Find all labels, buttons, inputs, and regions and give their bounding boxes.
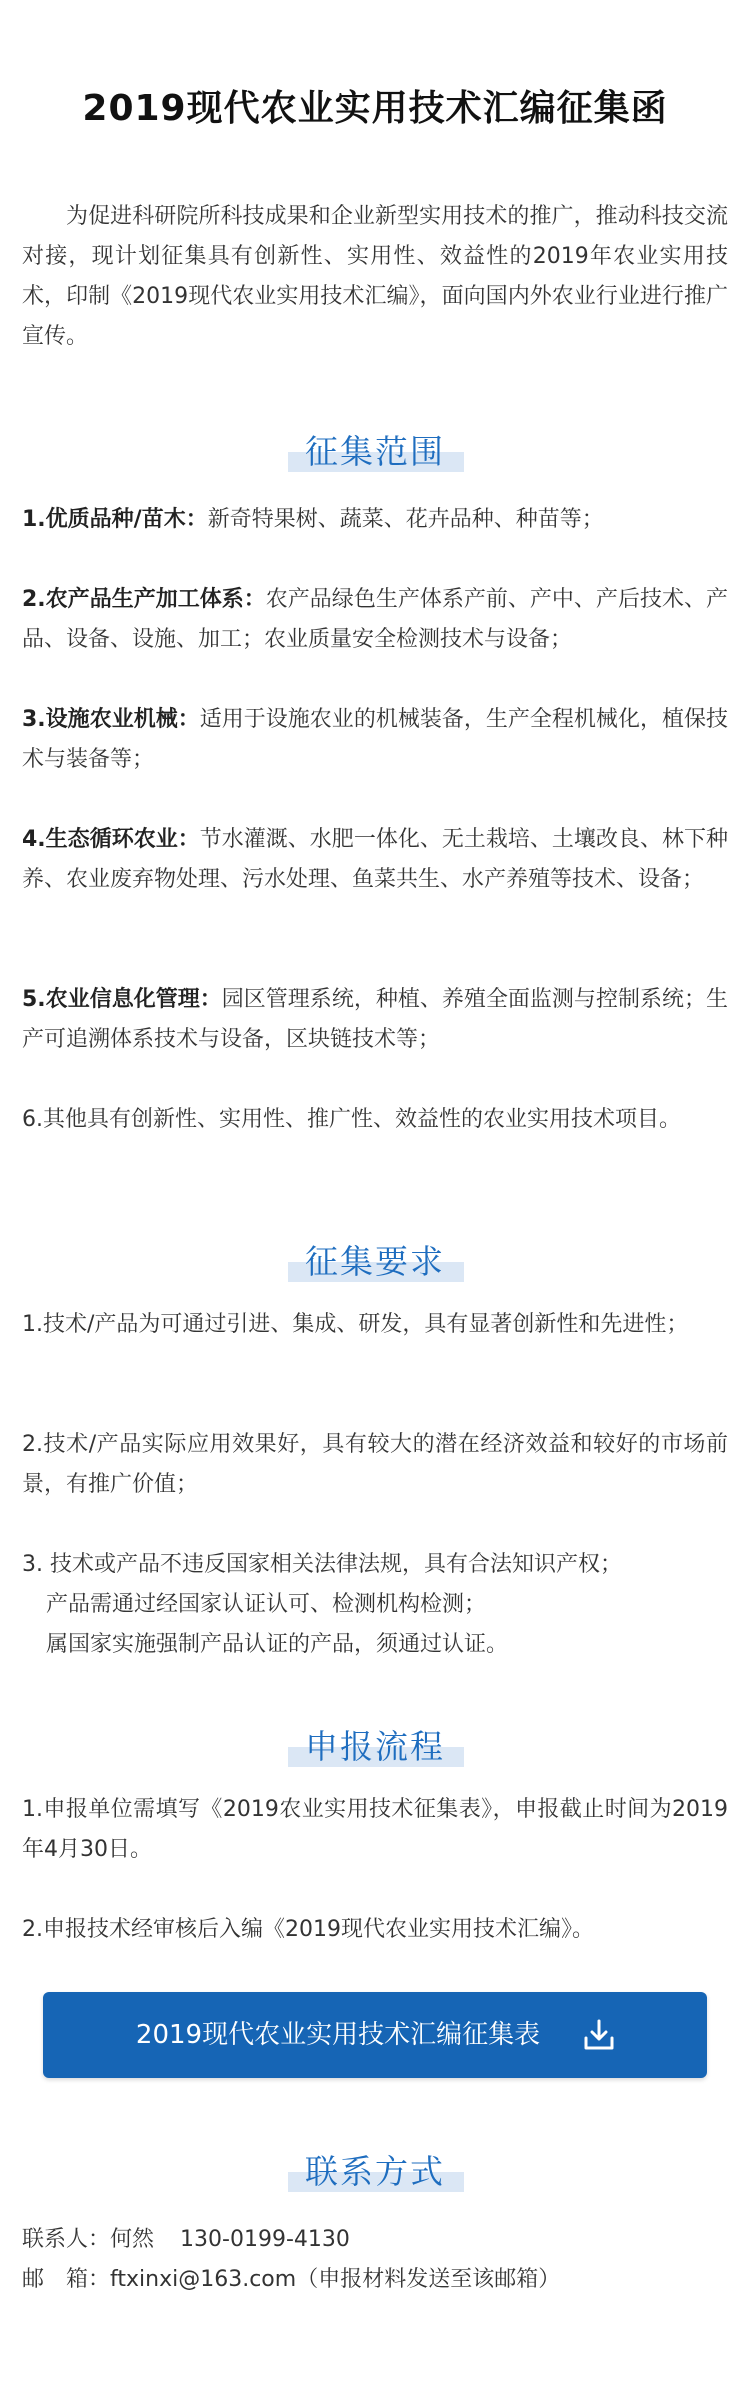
scope-item-label: 2.农产品生产加工体系： (22, 587, 266, 612)
requirement-item-3-line-1: 3. 技术或产品不违反国家相关法律法规，具有合法知识产权； (22, 1552, 622, 1577)
intro-paragraph: 为促进科研院所科技成果和企业新型实用技术的推广，推动科技交流对接，现计划征集具有创新性、实用性、效益性的2019年农业实用技术，印制《2019现代农业实用技术汇编》，面向国内外农业行业进行推广宣传。 (22, 204, 728, 349)
scope-item-label: 1.优质品种/苗木： (22, 507, 208, 532)
scope-item-text: 新奇特果树、蔬菜、花卉品种、种苗等； (207, 507, 604, 532)
scope-item-label: 5.农业信息化管理： (22, 987, 222, 1012)
scope-item-text: 农产品绿色生产体系产前、产中、产后技术、产品、设备、设施、加工；农业质量安全检测技术与设备； (22, 587, 728, 652)
download-form-button[interactable] (43, 1992, 707, 2078)
requirement-item-1: 1.技术/产品为可通过引进、集成、研发，具有显著创新性和先进性； (22, 1312, 689, 1337)
contact-email-label: 邮 箱： (22, 2267, 111, 2292)
section-title-requirements: 征集要求 (305, 1242, 445, 1281)
section-title-contact: 联系方式 (305, 2152, 445, 2191)
scope-item-text: 适用于设施农业的机械装备，生产全程机械化，植保技术与装备等； (22, 707, 728, 772)
process-item-1: 1.申报单位需填写《2019农业实用技术征集表》，申报截止时间为2019年4月30日。 (22, 1797, 728, 1862)
section-heading-scope (0, 420, 750, 480)
scope-item-text: 园区管理系统，种植、养殖全面监测与控制系统；生产可追溯体系技术与设备，区块链技术等； (22, 987, 728, 1052)
contact-email-row (22, 2260, 560, 2300)
process-item-2: 2.申报技术经审核后入编《2019现代农业实用技术汇编》。 (22, 1917, 594, 1942)
download-icon (581, 2017, 617, 2053)
scope-item-label: 4.生态循环农业： (22, 827, 200, 852)
download-button-label: 2019现代农业实用技术汇编征集表 (135, 2020, 541, 2050)
scope-item-1 (22, 500, 728, 540)
scope-item-3 (22, 700, 728, 780)
scope-item-6 (22, 1100, 728, 1140)
scope-item-5 (22, 980, 728, 1060)
contact-email-note: （申报材料发送至该邮箱） (296, 2267, 561, 2292)
scope-item-text: 节水灌溉、水肥一体化、无土栽培、土壤改良、林下种养、农业废弃物处理、污水处理、鱼菜共生、水产养殖等技术、设备； (22, 827, 728, 892)
scope-item-2 (22, 580, 728, 660)
requirement-item-3-line-2: 产品需通过经国家认证认可、检测机构检测； (46, 1592, 487, 1617)
scope-item-label: 3.设施农业机械： (22, 707, 200, 732)
section-heading-process (0, 1715, 750, 1775)
contact-phone: 130-0199-4130 (180, 2227, 350, 2252)
section-title-process: 申报流程 (305, 1727, 445, 1766)
section-title-scope: 征集范围 (305, 432, 445, 471)
contact-person-row (22, 2220, 350, 2260)
scope-item-4 (22, 820, 728, 900)
section-heading-requirements (0, 1230, 750, 1290)
section-heading-contact (0, 2140, 750, 2200)
requirement-item-3-line-3: 属国家实施强制产品认证的产品，须通过认证。 (46, 1632, 509, 1657)
page-title: 2019现代农业实用技术汇编征集函 (82, 88, 668, 129)
requirement-item-2: 2.技术/产品实际应用效果好，具有较大的潜在经济效益和较好的市场前景，有推广价值； (22, 1432, 728, 1497)
contact-email[interactable]: ftxinxi@163.com (110, 2267, 297, 2292)
contact-person-name: 何然 (110, 2227, 155, 2252)
contact-person-label: 联系人： (22, 2227, 111, 2252)
scope-item-text: 6.其他具有创新性、实用性、推广性、效益性的农业实用技术项目。 (22, 1107, 681, 1132)
